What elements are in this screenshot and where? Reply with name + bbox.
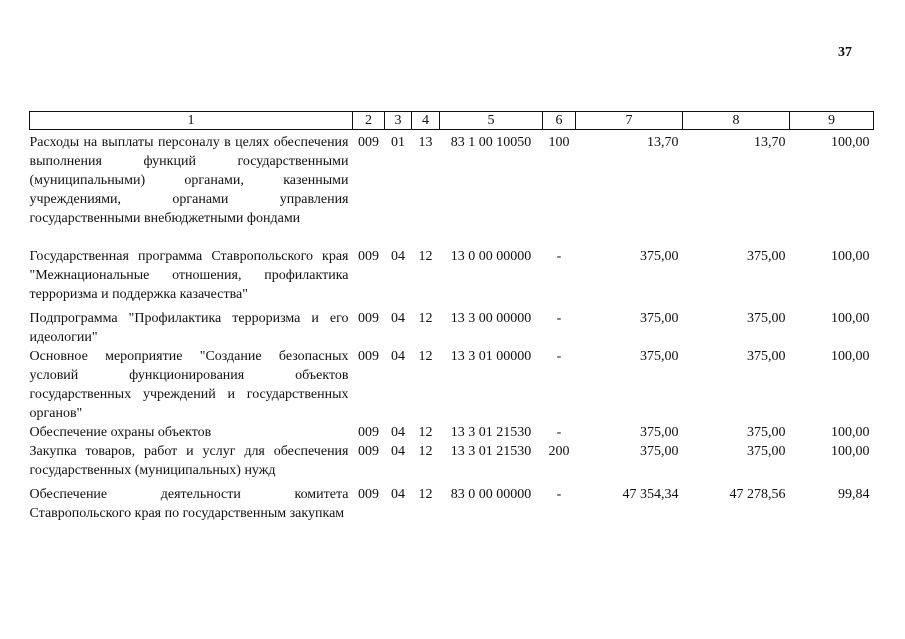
page-number: 37 xyxy=(838,45,852,60)
expense-type-cell: - xyxy=(556,349,562,364)
expense-type-cell: - xyxy=(556,311,562,326)
amount-cell: 375,00 xyxy=(640,444,679,459)
column-header: 2 xyxy=(353,112,385,130)
section-code-cell: 04 xyxy=(391,487,405,502)
column-header: 1 xyxy=(30,112,353,130)
expense-type-cell: - xyxy=(556,425,562,440)
ministry-code-cell: 009 xyxy=(358,444,379,459)
column-header: 8 xyxy=(683,112,790,130)
section-code-cell: 04 xyxy=(391,249,405,264)
subsection-code-cell: 12 xyxy=(418,487,433,502)
column-header: 5 xyxy=(440,112,543,130)
section-code-cell: 04 xyxy=(391,311,405,326)
ministry-code-cell: 009 xyxy=(358,135,379,150)
expense-type-cell: - xyxy=(556,249,562,264)
amount-cell: 375,00 xyxy=(640,249,679,264)
table-row xyxy=(30,485,874,523)
section-code-cell: 01 xyxy=(391,135,405,150)
row-name-cell: Основное мероприятие "Создание безопасных условий функционирования объектов государственных учреждений и государственных органов" xyxy=(29,349,349,421)
percent-cell: 100,00 xyxy=(831,425,870,440)
section-code-cell: 04 xyxy=(391,444,405,459)
executed-cell: 47 278,56 xyxy=(729,487,786,502)
executed-cell: 375,00 xyxy=(747,249,786,264)
amount-cell: 375,00 xyxy=(640,311,679,326)
amount-cell: 375,00 xyxy=(640,349,679,364)
percent-cell: 100,00 xyxy=(831,311,870,326)
executed-cell: 13,70 xyxy=(754,135,786,150)
executed-cell: 375,00 xyxy=(747,444,786,459)
target-article-cell: 13 3 01 00000 xyxy=(450,349,532,364)
amount-cell: 13,70 xyxy=(647,135,679,150)
target-article-cell: 83 1 00 10050 xyxy=(450,135,532,150)
subsection-code-cell: 12 xyxy=(418,249,433,264)
percent-cell: 99,84 xyxy=(838,487,870,502)
column-header: 7 xyxy=(576,112,683,130)
expense-type-cell: 100 xyxy=(548,135,570,150)
column-header: 4 xyxy=(412,112,440,130)
section-code-cell: 04 xyxy=(391,349,405,364)
ministry-code-cell: 009 xyxy=(358,349,379,364)
target-article-cell: 13 0 00 00000 xyxy=(450,249,532,264)
column-header: 9 xyxy=(790,112,874,130)
table-row xyxy=(30,247,874,309)
table-row xyxy=(30,309,874,347)
subsection-code-cell: 12 xyxy=(418,349,433,364)
percent-cell: 100,00 xyxy=(831,249,870,264)
subsection-code-cell: 12 xyxy=(418,425,433,440)
amount-cell: 47 354,34 xyxy=(622,487,679,502)
column-header: 3 xyxy=(385,112,412,130)
target-article-cell: 13 3 01 21530 xyxy=(450,425,532,440)
executed-cell: 375,00 xyxy=(747,311,786,326)
row-name-cell: Обеспечение охраны объектов xyxy=(29,425,212,440)
row-name-cell: Закупка товаров, работ и услуг для обеспечения государственных (муниципальных) нужд xyxy=(29,444,349,478)
expense-type-cell: 200 xyxy=(548,444,570,459)
column-header: 6 xyxy=(543,112,576,130)
expense-type-cell: - xyxy=(556,487,562,502)
percent-cell: 100,00 xyxy=(831,444,870,459)
row-name-cell: Государственная программа Ставропольского края "Межнациональные отношения, профилактика терроризма и поддержка казачества" xyxy=(29,249,349,302)
percent-cell: 100,00 xyxy=(831,135,870,150)
table-row xyxy=(30,130,874,248)
ministry-code-cell: 009 xyxy=(358,487,379,502)
section-code-cell: 04 xyxy=(391,425,405,440)
table-header-row xyxy=(30,112,874,130)
subsection-code-cell: 13 xyxy=(418,135,433,150)
executed-cell: 375,00 xyxy=(747,425,786,440)
row-name-cell: Подпрограмма "Профилактика терроризма и его идеологии" xyxy=(29,311,349,345)
ministry-code-cell: 009 xyxy=(358,249,379,264)
budget-table xyxy=(29,111,874,523)
subsection-code-cell: 12 xyxy=(418,311,433,326)
row-name-cell: Расходы на выплаты персоналу в целях обеспечения выполнения функций государственными (муниципальными) органами, казенными учреждениями, органами управления государственными внебюджетными фондами xyxy=(29,135,349,226)
subsection-code-cell: 12 xyxy=(418,444,433,459)
target-article-cell: 83 0 00 00000 xyxy=(450,487,532,502)
table-row xyxy=(30,442,874,485)
ministry-code-cell: 009 xyxy=(358,311,379,326)
amount-cell: 375,00 xyxy=(640,425,679,440)
target-article-cell: 13 3 01 21530 xyxy=(450,444,532,459)
table-row xyxy=(30,347,874,423)
percent-cell: 100,00 xyxy=(831,349,870,364)
table-row xyxy=(30,423,874,442)
executed-cell: 375,00 xyxy=(747,349,786,364)
row-name-cell: Обеспечение деятельности комитета Ставропольского края по государственным закупкам xyxy=(29,487,349,521)
ministry-code-cell: 009 xyxy=(358,425,379,440)
target-article-cell: 13 3 00 00000 xyxy=(450,311,532,326)
